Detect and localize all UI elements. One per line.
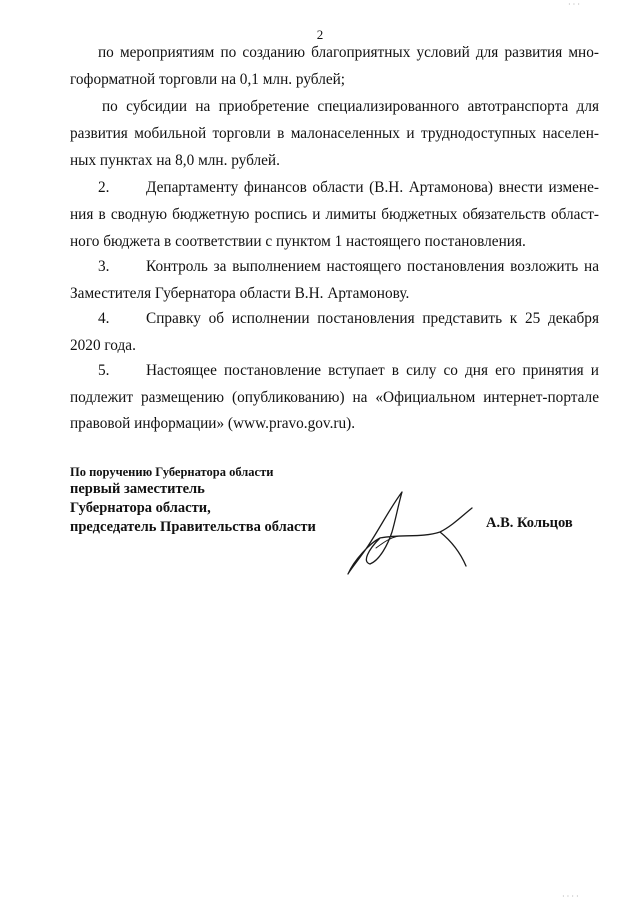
- item-number: 3.: [98, 258, 110, 275]
- paragraph-line: ного бюджета в соответствии с пунктом 1 настоящего постановления.: [70, 233, 526, 250]
- signature-line: По поручению Губернатора области: [70, 465, 274, 479]
- item-number: 4.: [98, 310, 110, 327]
- signature-line: председатель Правительства области: [70, 519, 316, 535]
- paragraph-line: Департаменту финансов области (В.Н. Артамонова) внести измене-: [146, 179, 599, 196]
- scan-artifact: · · · ·: [562, 892, 579, 901]
- paragraph-line: ния в сводную бюджетную роспись и лимиты бюджетных обязательств област-: [70, 206, 599, 223]
- paragraph-line: 2020 года.: [70, 337, 136, 354]
- scan-artifact: · · ·: [568, 0, 580, 9]
- paragraph-line: ных пунктах на 8,0 млн. рублей.: [70, 152, 280, 169]
- handwritten-signature: [340, 488, 480, 578]
- paragraph-line: по мероприятиям по созданию благоприятных условий для развития мно-: [98, 44, 599, 61]
- page-number: 2: [316, 27, 324, 42]
- paragraph-line: развития мобильной торговли в малонаселенных и труднодоступных населен-: [70, 125, 599, 142]
- paragraph-line: Контроль за выполнением настоящего постановления возложить на: [146, 258, 599, 275]
- item-number: 2.: [98, 179, 110, 196]
- paragraph-line: подлежит размещению (опубликованию) на «Официальном интернет-портале: [70, 389, 599, 406]
- item-number: 5.: [98, 362, 110, 379]
- paragraph-line: Настоящее постановление вступает в силу со дня его принятия и: [146, 362, 599, 379]
- paragraph-line: Заместителя Губернатора области В.Н. Артамонову.: [70, 285, 410, 302]
- signature-block: [70, 464, 316, 537]
- paragraph-line: правовой информации» (www.pravo.gov.ru).: [70, 415, 356, 432]
- signature-line: первый заместитель: [70, 481, 205, 497]
- paragraph-line: по субсидии на приобретение специализированного автотранспорта для: [102, 98, 599, 115]
- paragraph-line: гоформатной торговли на 0,1 млн. рублей;: [70, 71, 346, 88]
- signature-line: Губернатора области,: [70, 500, 211, 516]
- signer-name: А.В. Кольцов: [486, 515, 573, 531]
- paragraph-line: Справку об исполнении постановления представить к 25 декабря: [146, 310, 599, 327]
